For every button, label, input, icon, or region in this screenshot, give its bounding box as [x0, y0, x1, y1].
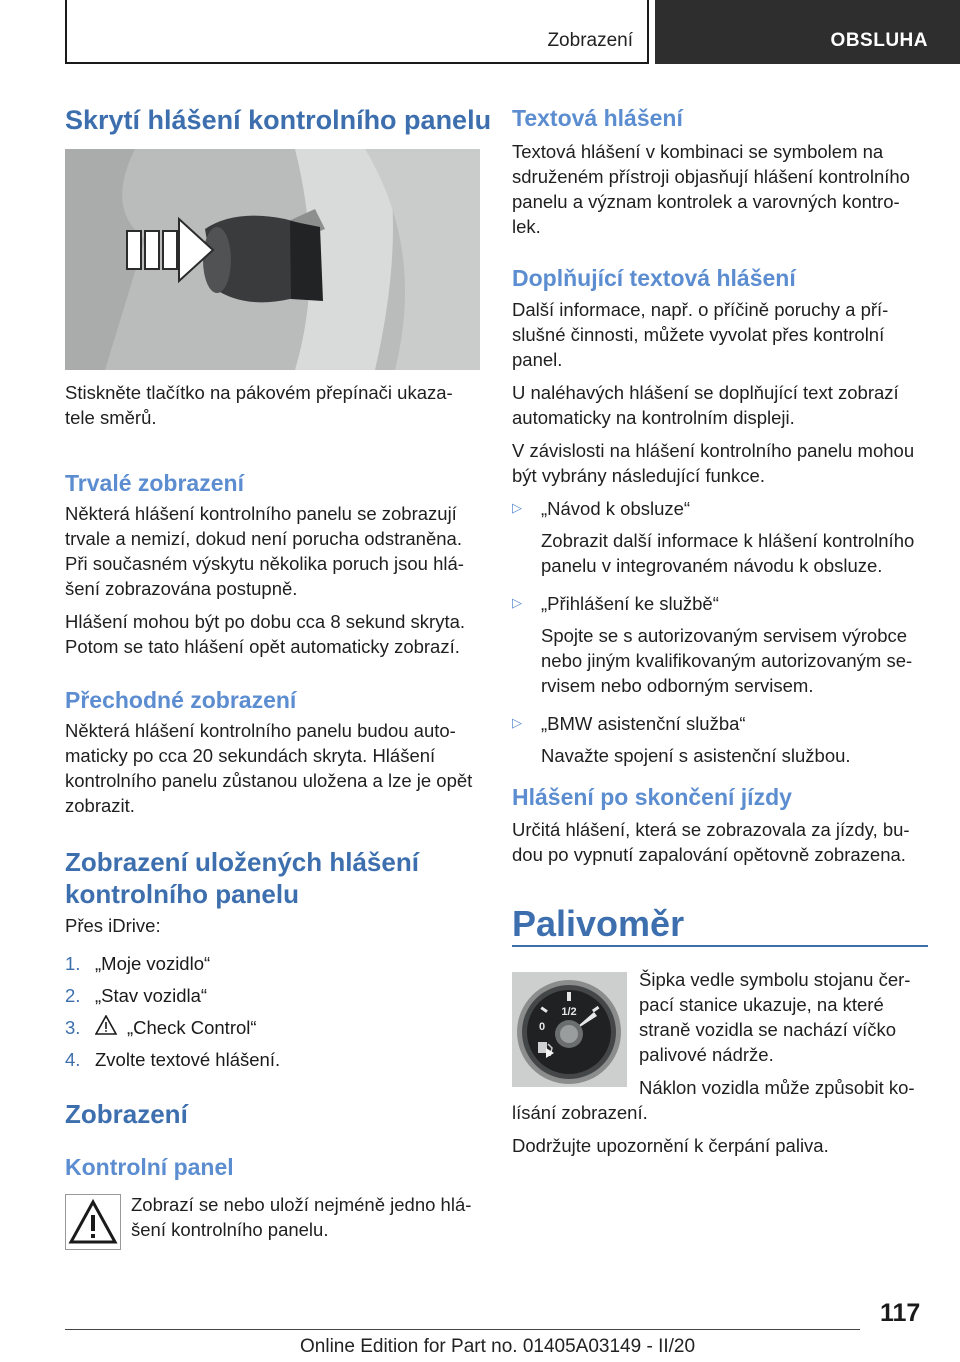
footer-rule	[65, 1329, 860, 1330]
lever-instruction-line-2: tele směrů.	[65, 407, 157, 428]
header-section-tab	[655, 0, 960, 64]
edition-footer: Online Edition for Part no. 01405A03149 - II/20	[300, 1336, 696, 1357]
paragraph-line: V závislosti na hlášení kontrolního panelu mohou	[512, 440, 915, 461]
heading-hide-messages: Skrytí hlášení kontrolního panelu	[65, 105, 492, 135]
step-number: 2.	[65, 985, 81, 1006]
paragraph-line: Zobrazí se nebo uloží nejméně jedno hlá-	[131, 1194, 472, 1215]
step-text: „Moje vozidlo“	[95, 953, 211, 974]
warning-triangle-small-icon	[95, 1015, 117, 1040]
step-item	[65, 985, 483, 1017]
step-text: „Stav vozidla“	[95, 985, 208, 1006]
paragraph-line: Šipka vedle symbolu stojanu čer-	[639, 969, 911, 990]
function-desc: nebo jiným kvalifikovaným autorizovaným se-	[541, 650, 913, 671]
step-number: 4.	[65, 1049, 81, 1070]
turn-signal-lever-figure	[65, 149, 480, 370]
paragraph-line: Další informace, např. o příčině poruchy a pří-	[512, 299, 889, 320]
paragraph-line: Dodržujte upozornění k čerpání paliva.	[512, 1135, 829, 1156]
paragraph-line: šení zobrazována postupně.	[65, 578, 298, 599]
heading-stored-messages-line-2: kontrolního panelu	[65, 879, 299, 909]
warning-triangle-icon	[65, 1194, 121, 1250]
function-desc: Spojte se s autorizovaným servisem výrobce	[541, 625, 908, 646]
step-text: „Check Control“	[127, 1017, 257, 1038]
function-item-service	[512, 591, 930, 698]
page-number: 117	[880, 1299, 921, 1327]
fuel-gauge-illustration	[512, 972, 627, 1087]
function-desc: Zobrazit další informace k hlášení kontrolního	[541, 530, 915, 551]
function-desc: panelu v integrovaném návodu k obsluze.	[541, 555, 883, 576]
heading-stored-messages-line-1: Zobrazení uložených hlášení	[65, 847, 419, 877]
bullet-triangle-icon: ▷	[512, 500, 522, 515]
paragraph-line: sdruženém přístroji objasňují hlášení kontrolního	[512, 166, 910, 187]
heading-display: Zobrazení	[65, 1099, 188, 1129]
lever-illustration	[65, 149, 480, 370]
paragraph-line: Určitá hlášení, která se zobrazovala za jízdy, bu-	[512, 819, 910, 840]
step-item	[65, 1049, 483, 1081]
paragraph-line: Hlášení mohou být po dobu cca 8 sekund skryta.	[65, 611, 466, 632]
paragraph-line: panel.	[512, 349, 563, 370]
header-section-label: OBSLUHA	[830, 30, 928, 51]
paragraph-line: palivové nádrže.	[639, 1044, 774, 1065]
fuel-gauge-figure	[512, 972, 627, 1087]
paragraph-line: slušné činnosti, můžete vyvolat přes kontrolní	[512, 324, 885, 345]
heading-text-messages: Textová hlášení	[512, 105, 683, 131]
function-item-assistance	[512, 711, 930, 768]
paragraph-line: Náklon vozidla může způsobit ko-	[639, 1077, 915, 1098]
heading-permanent-display: Trvalé zobrazení	[65, 470, 244, 496]
header-title: Zobrazení	[547, 30, 633, 51]
heading-temporary-display: Přechodné zobrazení	[65, 687, 297, 713]
function-title: „BMW asistenční služba“	[541, 713, 746, 734]
idrive-intro: Přes iDrive:	[65, 915, 161, 936]
function-desc: rvisem nebo odborným servisem.	[541, 675, 814, 696]
heading-fuel-gauge: Palivoměr	[512, 903, 685, 944]
paragraph-line: maticky po cca 20 sekundách skryta. Hlášení	[65, 745, 436, 766]
paragraph-line: trvale a nemizí, dokud není porucha odstraněna.	[65, 528, 462, 549]
paragraph-line: šení kontrolního panelu.	[131, 1219, 329, 1240]
paragraph-line: straně vozidla se nachází víčko	[639, 1019, 897, 1040]
heading-control-panel: Kontrolní panel	[65, 1154, 234, 1180]
paragraph-line: panelu a význam kontrolek a varovných kontro-	[512, 191, 900, 212]
step-number: 3.	[65, 1017, 81, 1038]
paragraph-line: pací stanice ukazuje, na které	[639, 994, 884, 1015]
paragraph-line: automaticky na kontrolním displeji.	[512, 407, 795, 428]
paragraph-line: U naléhavých hlášení se doplňující text zobrazí	[512, 382, 899, 403]
heading-rule	[512, 945, 928, 947]
paragraph-line: Některá hlášení kontrolního panelu budou auto-	[65, 720, 456, 741]
function-title: „Návod k obsluze“	[541, 498, 691, 519]
function-list	[512, 496, 930, 768]
step-number: 1.	[65, 953, 81, 974]
heading-additional-text-messages: Doplňující textová hlášení	[512, 265, 796, 291]
paragraph-line: Při současném výskytu několika poruch jsou hlá-	[65, 553, 464, 574]
function-title: „Přihlášení ke službě“	[541, 593, 719, 614]
paragraph-line: být vybrány následující funkce.	[512, 465, 765, 486]
step-text: Zvolte textové hlášení.	[95, 1049, 281, 1070]
gauge-zero-label: 0	[539, 1021, 546, 1033]
step-item	[65, 1017, 483, 1049]
step-item	[65, 953, 483, 985]
paragraph-line: kontrolního panelu zůstanou uložena a lze je opět	[65, 770, 473, 791]
gauge-half-label: 1/2	[561, 1006, 577, 1018]
lever-instruction-line-1: Stiskněte tlačítko na pákovém přepínači ukaza-	[65, 382, 453, 403]
paragraph-line: dou po vypnutí zapalování opětovně zobrazena.	[512, 844, 906, 865]
paragraph-line: Některá hlášení kontrolního panelu se zobrazují	[65, 503, 457, 524]
paragraph-line: Textová hlášení v kombinaci se symbolem na	[512, 141, 884, 162]
function-item-manual	[512, 496, 930, 578]
heading-messages-after-drive: Hlášení po skončení jízdy	[512, 784, 792, 810]
bullet-triangle-icon: ▷	[512, 715, 522, 730]
idrive-steps	[65, 953, 483, 1081]
paragraph-line: lek.	[512, 216, 541, 237]
paragraph-line: lísání zobrazení.	[512, 1102, 648, 1123]
paragraph-line: zobrazit.	[65, 795, 135, 816]
paragraph-line: Potom se tato hlášení opět automaticky zobrazí.	[65, 636, 460, 657]
header-box	[65, 0, 649, 64]
bullet-triangle-icon: ▷	[512, 595, 522, 610]
function-desc: Navažte spojení s asistenční službou.	[541, 745, 851, 766]
